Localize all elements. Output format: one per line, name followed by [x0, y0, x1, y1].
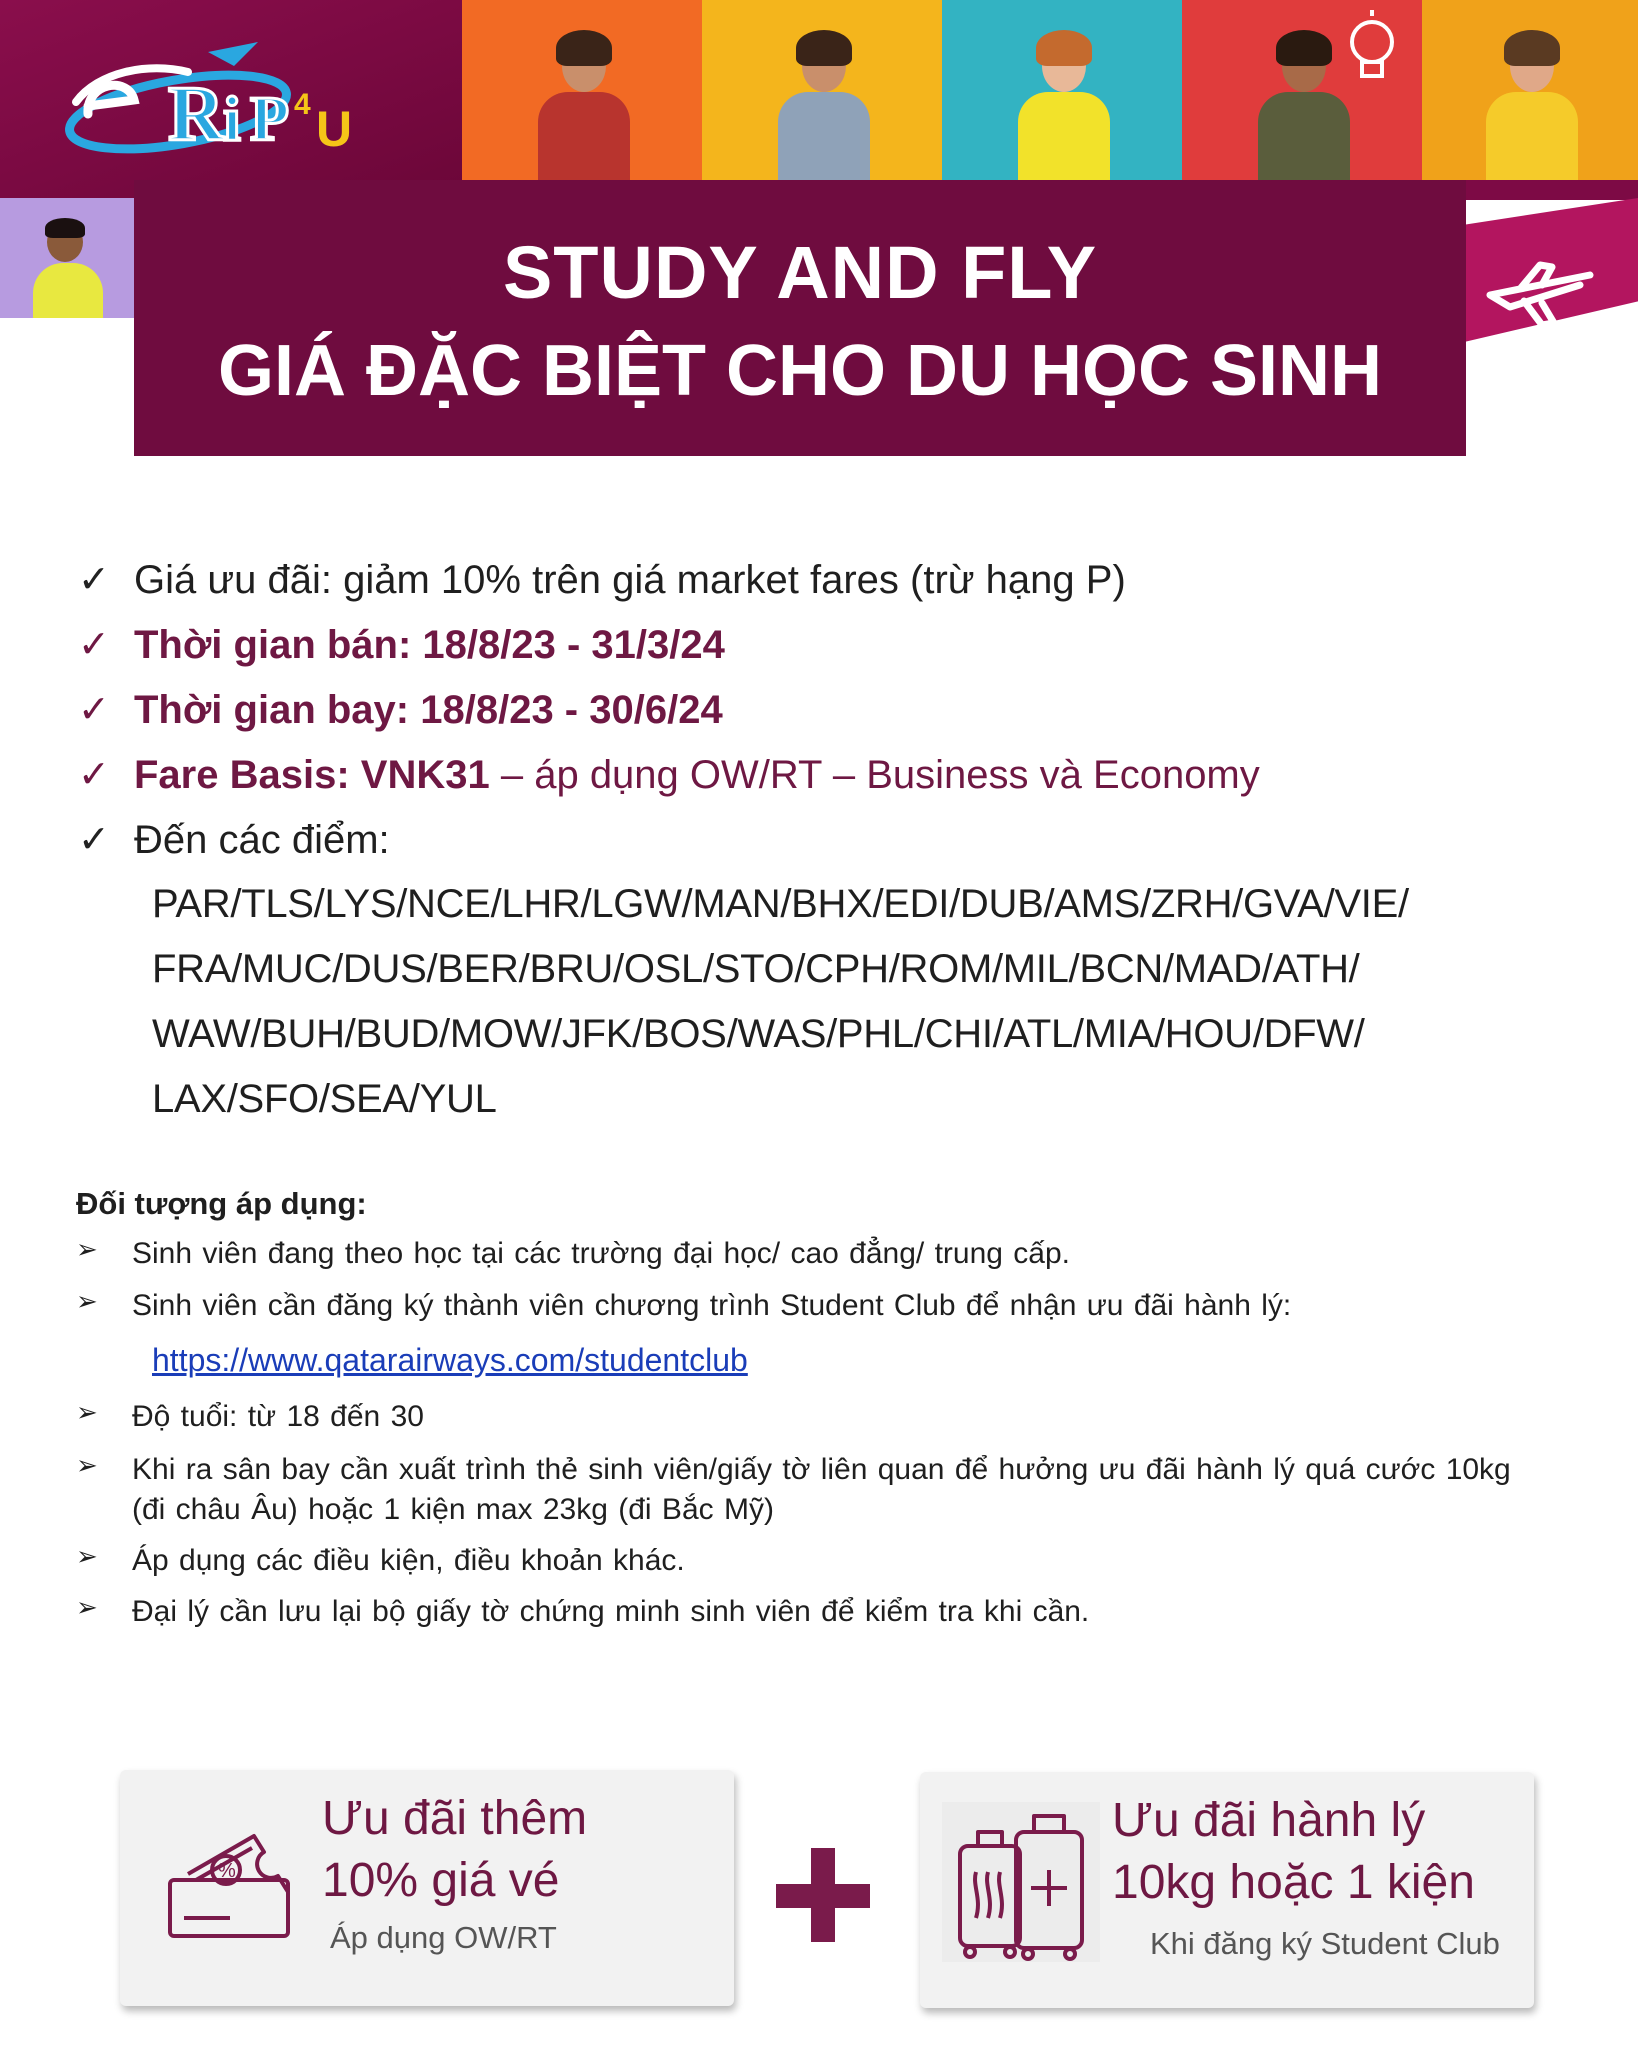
- student-photo-4: [1182, 0, 1422, 180]
- arrow-bullet-icon: ➢: [76, 1541, 98, 1571]
- svg-text:i: i: [223, 83, 241, 154]
- checkmark-icon: ✓: [78, 754, 110, 796]
- lightbulb-icon: [1342, 10, 1402, 100]
- student-club-link[interactable]: https://www.qatarairways.com/studentclub: [152, 1342, 748, 1378]
- eligibility-text: Sinh viên đang theo học tại các trường đại học/ cao đẳng/ trung cấp.: [132, 1237, 1071, 1270]
- destination-line: WAW/BUH/BUD/MOW/JFK/BOS/WAS/PHL/CHI/ATL/MIA/HOU/DFW/: [152, 1012, 1365, 1056]
- svg-text:R: R: [168, 70, 225, 157]
- arrow-bullet-icon: ➢: [76, 1397, 98, 1427]
- arrow-bullet-icon: ➢: [76, 1286, 98, 1316]
- eligibility-text: Khi ra sân bay cần xuất trình thẻ sinh viên/giấy tờ liên quan để hưởng ưu đãi hành lý quá cước 10kg: [132, 1453, 1511, 1486]
- baggage-card-line2: 10kg hoặc 1 kiện: [1112, 1856, 1475, 1909]
- ticket-percent-icon: [160, 1810, 290, 1940]
- svg-text:4: 4: [294, 88, 311, 121]
- offer-checklist: [78, 548, 1578, 873]
- svg-text:U: U: [316, 101, 353, 157]
- offer-discount: [78, 548, 1578, 613]
- luggage-plus-icon: [942, 1802, 1100, 1962]
- eligibility-text: Đại lý cần lưu lại bộ giấy tờ chứng minh sinh viên để kiểm tra khi cần.: [132, 1595, 1090, 1628]
- student-photo-1: [462, 0, 702, 180]
- arrow-bullet-icon: ➢: [76, 1450, 98, 1480]
- checkmark-icon: ✓: [78, 559, 110, 601]
- destination-line: FRA/MUC/DUS/BER/BRU/OSL/STO/CPH/ROM/MIL/BCN/MAD/ATH/: [152, 947, 1360, 991]
- destinations-label: Đến các điểm:: [134, 818, 390, 862]
- arrow-bullet-icon: ➢: [76, 1592, 98, 1622]
- eligibility-text: Áp dụng các điều kiện, điều khoản khác.: [132, 1544, 685, 1577]
- airplane-icon: [1480, 255, 1600, 335]
- offer-discount-text: Giá ưu đãi: giảm 10% trên giá market fares (trừ hạng P): [134, 558, 1126, 602]
- title-line-1: STUDY AND FLY: [502, 231, 1098, 314]
- fare-basis-detail: – áp dụng OW/RT – Business và Economy: [489, 753, 1260, 797]
- offer-destinations: [78, 808, 1578, 873]
- destination-codes: [152, 872, 1592, 1132]
- travel-period-text: Thời gian bay: 18/8/23 - 30/6/24: [134, 688, 723, 732]
- destination-line: PAR/TLS/LYS/NCE/LHR/LGW/MAN/BHX/EDI/DUB/AMS/ZRH/GVA/VIE/: [152, 882, 1409, 926]
- student-photo-5: [1422, 0, 1638, 180]
- destination-line: LAX/SFO/SEA/YUL: [152, 1077, 497, 1121]
- student-photo-3: [942, 0, 1182, 180]
- eligibility-title: Đối tượng áp dụng:: [76, 1186, 367, 1221]
- svg-text:P: P: [250, 83, 290, 154]
- offer-sale-period: [78, 613, 1578, 678]
- header-banner: [0, 0, 1638, 470]
- offer-fare-basis: [78, 743, 1578, 808]
- baggage-card-sub: Khi đăng ký Student Club: [1150, 1926, 1500, 1961]
- baggage-card-line1: Ưu đãi hành lý: [1112, 1794, 1426, 1847]
- eligibility-text: Độ tuổi: từ 18 đến 30: [132, 1400, 424, 1433]
- offer-travel-period: [78, 678, 1578, 743]
- fare-basis-text: [134, 743, 1260, 808]
- fare-basis-label: Fare Basis: VNK31: [134, 753, 490, 797]
- eligibility-text: (đi châu Âu) hoặc 1 kiện max 23kg (đi Bắc Mỹ): [132, 1493, 774, 1526]
- baggage-card: [920, 1772, 1534, 2008]
- plus-icon: [776, 1848, 870, 1942]
- fare-card-sub: Áp dụng OW/RT: [330, 1920, 557, 1955]
- eligibility-text: Sinh viên cần đăng ký thành viên chương trình Student Club để nhận ưu đãi hành lý:: [132, 1289, 1292, 1322]
- svg-text:%: %: [218, 1860, 236, 1882]
- fare-card-line1: Ưu đãi thêm: [322, 1792, 588, 1845]
- checkmark-icon: ✓: [78, 624, 110, 666]
- title-line-2: GIÁ ĐẶC BIỆT CHO DU HỌC SINH: [217, 331, 1383, 411]
- checkmark-icon: ✓: [78, 819, 110, 861]
- fare-discount-card: [120, 1770, 734, 2006]
- sale-period-text: Thời gian bán: 18/8/23 - 31/3/24: [134, 623, 725, 667]
- rip4u-logo: [58, 42, 388, 162]
- title-box: [134, 180, 1466, 456]
- student-photo-2: [702, 0, 942, 180]
- fare-card-line2: 10% giá vé: [322, 1854, 560, 1907]
- student-photo-6: [0, 198, 135, 318]
- checkmark-icon: ✓: [78, 689, 110, 731]
- arrow-bullet-icon: ➢: [76, 1234, 98, 1264]
